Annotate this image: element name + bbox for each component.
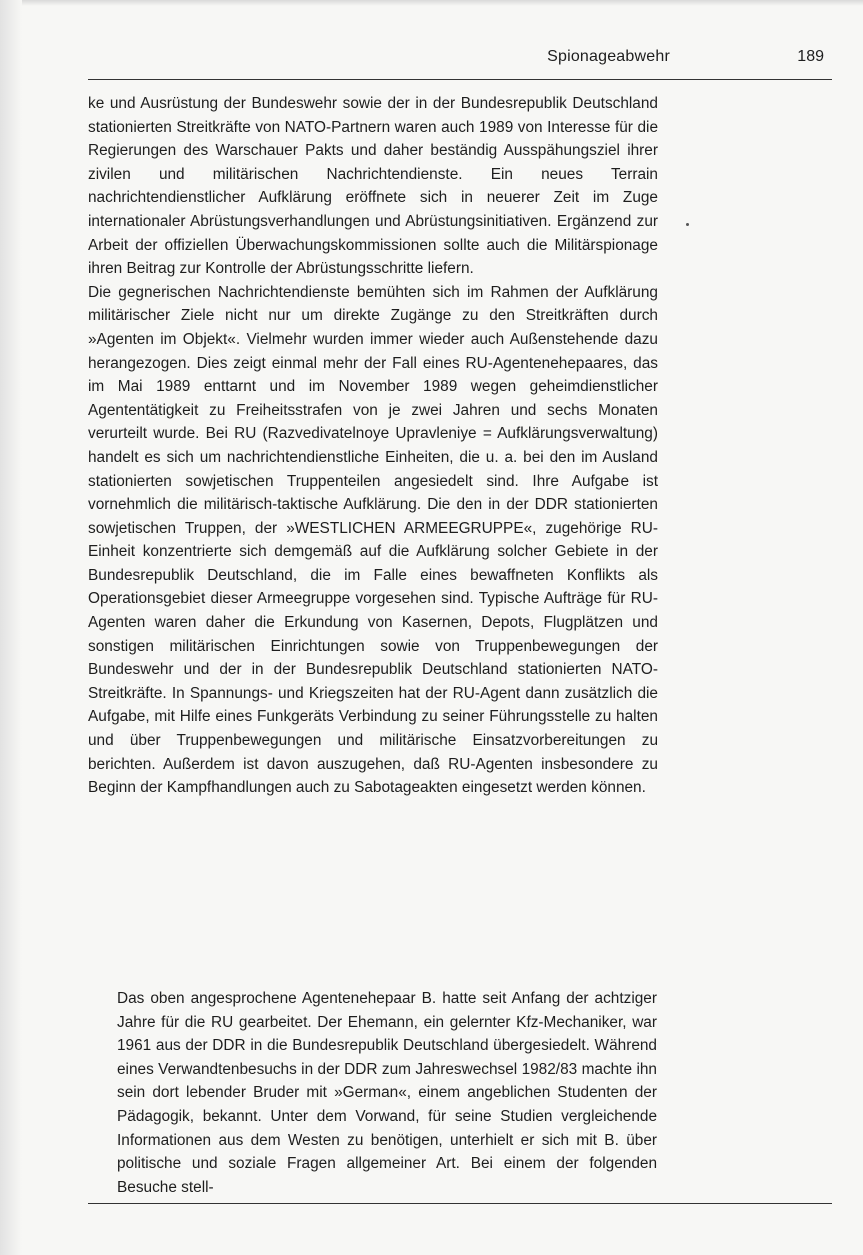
page-header (88, 48, 832, 72)
case-example (117, 987, 657, 1199)
paragraph-1: ke und Ausrüstung der Bundeswehr sowie der in der Bundesrepublik Deutschland stationierten Streitkräfte von NATO-Partnern waren auch 1989 von Interesse für die Regierungen des Warschauer Pakts und daher beständig Ausspähungsziel ihrer zivilen und militärischen Nachrichtendienste. Ein neues Terrain nachrichtendienstlicher Aufklärung eröffnete sich in neuerer Zeit im Zuge internationaler Abrüstungsverhandlungen und Abrüstungsinitiativen. Ergänzend zur Arbeit der offiziellen Überwachungskommissionen sollte auch die Militärspionage ihren Beitrag zur Kontrolle der Abrüstungsschritte liefern. (88, 95, 658, 278)
page-number: 189 (797, 48, 824, 65)
case-example-text: Das oben angesprochene Agentenehepaar B. hatte seit Anfang der achtziger Jahre für die RU gearbeitet. Der Ehemann, ein gelernter Kfz-Mechaniker, war 1961 aus der DDR in die Bundesrepublik Deutschland übergesiedelt. Während eines Verwandtenbesuchs in der DDR zum Jahreswechsel 1982/83 machte ihn sein dort lebender Bruder mit »German«, einem angeblichen Studenten der Pädagogik, bekannt. Unter dem Vorwand, für seine Studien vergleichende Informationen aus dem Westen zu benötigen, unterhielt er sich mit B. über politische und soziale Fragen allgemeiner Art. Bei einem der folgenden Besuche stell- (117, 990, 657, 1196)
scan-edge-left (0, 0, 22, 1255)
footer-rule (88, 1203, 832, 1204)
scan-edge-top (0, 0, 863, 6)
main-text (88, 92, 658, 800)
margin-dot (686, 223, 689, 226)
paragraph-2: Die gegnerischen Nachrichtendienste bemühten sich im Rahmen der Aufklärung militärischer Ziele nicht nur um direkte Zugänge zu den Streitkräften durch »Agenten im Objekt«. Vielmehr wurden immer wieder auch Außenstehende dazu herangezogen. Dies zeigt einmal mehr der Fall eines RU-Agentenehepaares, das im Mai 1989 enttarnt und im November 1989 wegen geheimdienstlicher Agententätigkeit zu Freiheitsstrafen von je zwei Jahren und sechs Monaten verurteilt wurde. Bei RU (Razvedivatelnoye Upravleniye = Aufklärungsverwaltung) handelt es sich um nachrichtendienstliche Einheiten, die u. a. bei den im Ausland stationierten sowjetischen Truppenteilen angesiedelt sind. Ihre Aufgabe ist vornehmlich die militärisch-taktische Aufklärung. Die den in der DDR stationierten sowjetischen Truppen, der »WESTLICHEN ARMEEGRUPPE«, zugehörige RU-Einheit konzentrierte sich demgemäß auf die Aufklärung solcher Gebiete in der Bundesrepublik Deutschland, die im Falle eines bewaffneten Konflikts als Operationsgebiet dieser Armeegruppe vorgesehen sind. Typische Aufträge für RU-Agenten waren daher die Erkundung von Kasernen, Depots, Flugplätzen und sonstigen militärischen Einrichtungen sowie von Truppenbewegungen der Bundeswehr und der in der Bundesrepublik Deutschland stationierten NATO-Streitkräfte. In Spannungs- und Kriegszeiten hat der RU-Agent dann zusätzlich die Aufgabe, mit Hilfe eines Funkgeräts Verbindung zu seiner Führungsstelle zu halten und über Truppenbewegungen und militärische Einsatzvorbereitungen zu berichten. Außerdem ist davon auszugehen, daß RU-Agenten insbesondere zu Beginn der Kampfhandlungen auch zu Sabotageakten eingesetzt werden können. (88, 283, 658, 797)
running-title: Spionageabwehr (547, 48, 670, 65)
header-rule (88, 79, 832, 80)
